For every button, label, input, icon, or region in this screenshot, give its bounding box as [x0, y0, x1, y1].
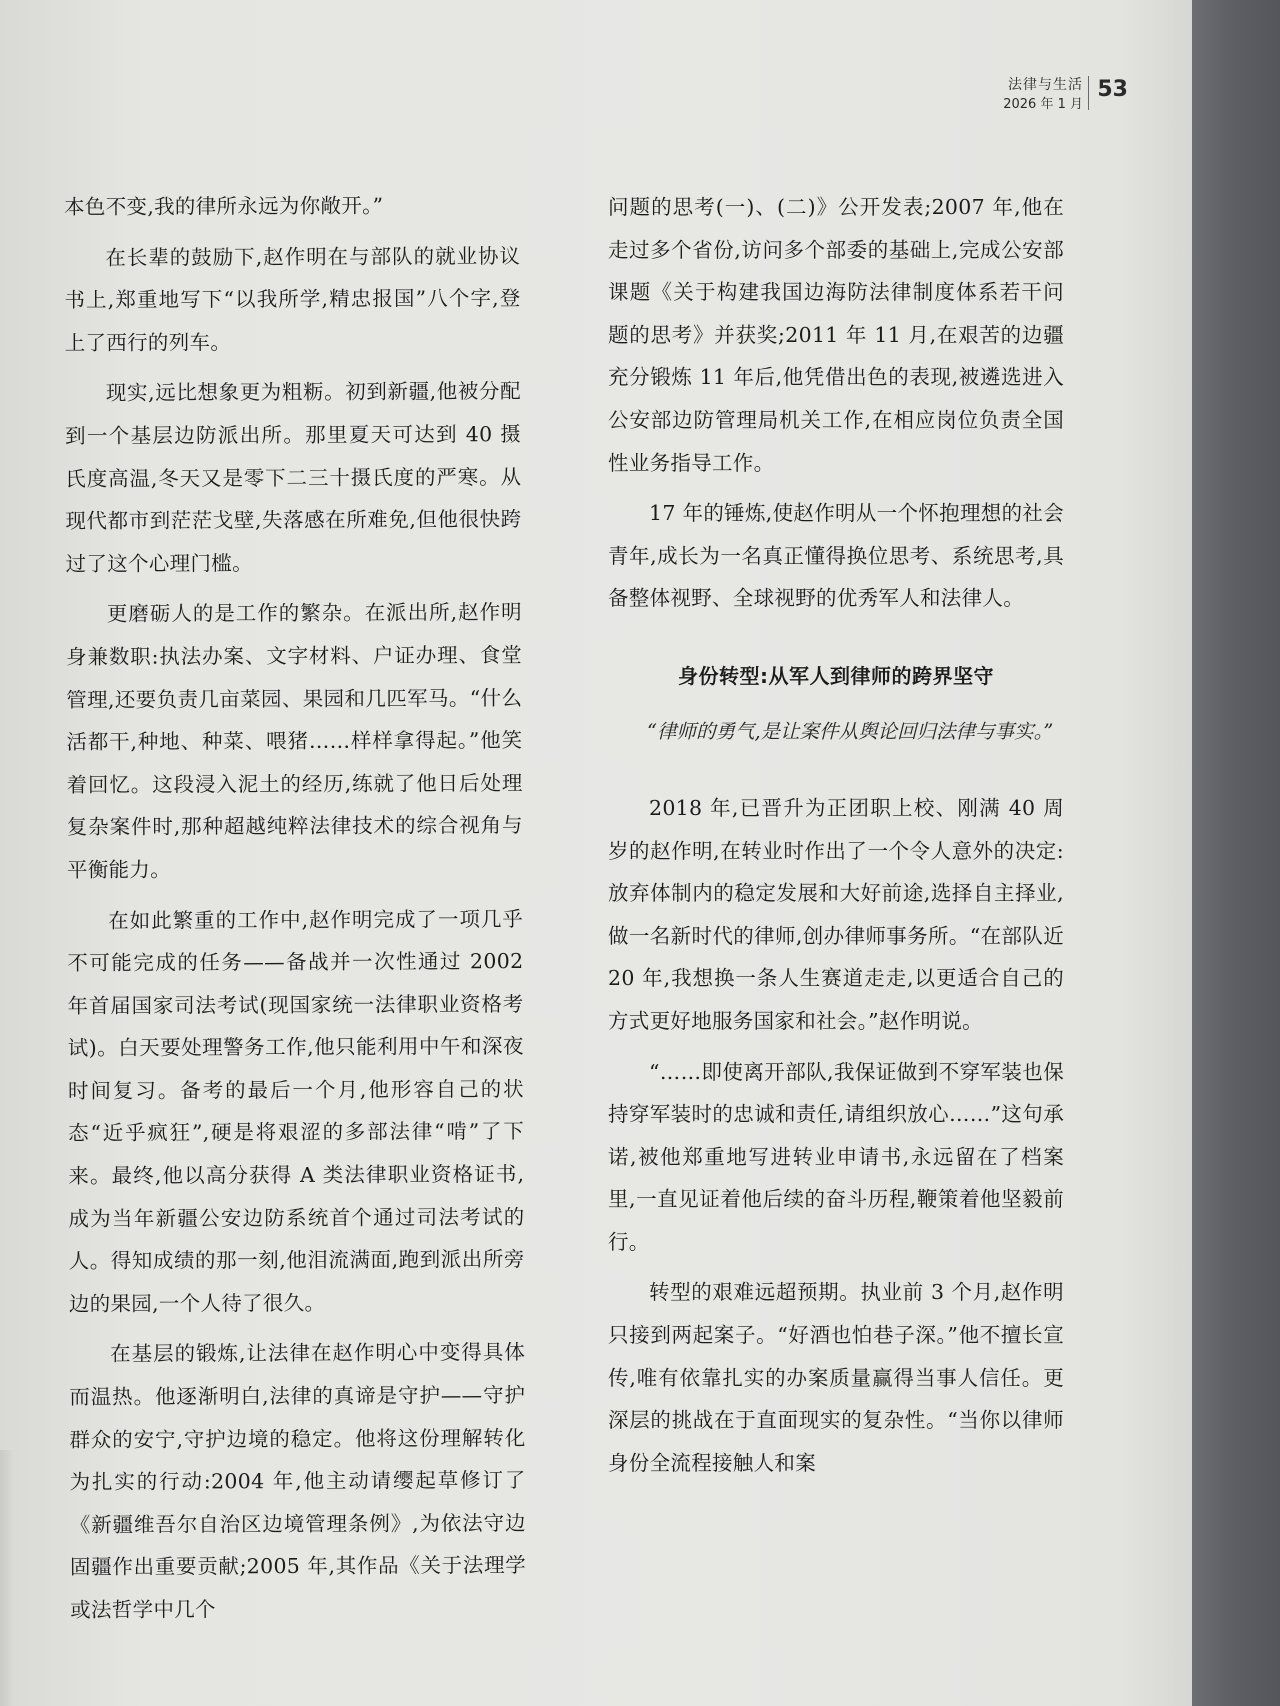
paragraph: 问题的思考(一)、(二)》公开发表;2007 年,他在走过多个省份,访问多个部委的基础上,完成公安部课题《关于构建我国边海防法律制度体系若干问题的思考》并获奖;2011 年 11 月,在艰苦的边疆充分锻炼 11 年后,他凭借出色的表现,被遴选进入公安部边防管理局机关工作,在相应岗位负责全国性业务指导工作。: [608, 195, 1064, 475]
left-column: [64, 184, 526, 1632]
paragraph: 本色不变,我的律所永远为你敞开。”: [64, 193, 384, 219]
page-number: 53: [1097, 77, 1128, 102]
paragraph: 在长辈的鼓励下,赵作明在与部队的就业协议书上,郑重地写下“以我所学,精忠报国”八个字,登上了西行的列车。: [64, 243, 521, 355]
paragraph: “……即使离开部队,我保证做到不穿军装也保持穿军装时的忠诚和责任,请组织放心……”这句承诺,被他郑重地写进转业申请书,永远留在了档案里,一直见证着他后续的奋斗历程,鞭策着他坚毅前行。: [608, 1059, 1064, 1254]
paragraph: 转型的艰难远超预期。执业前 3 个月,赵作明只接到两起案子。“好酒也怕巷子深。”他不擅长宣传,唯有依靠扎实的办案质量赢得当事人信任。更深层的挑战在于直面现实的复杂性。“当你以律师身份全流程接触人和案: [608, 1280, 1064, 1475]
magazine-title: 法律与生活: [1008, 77, 1083, 93]
running-header: [990, 74, 1140, 114]
paragraph: 在如此繁重的工作中,赵作明完成了一项几乎不可能完成的任务——备战并一次性通过 2002 年首届国家司法考试(现国家统一法律职业资格考试)。白天要处理警务工作,他只能利用中午和深夜时间复习。备考的最后一个月,他形容自己的状态“近乎疯狂”,硬是将艰涩的多部法律“啃”了下来。最终,他以高分获得 A 类法律职业资格证书,成为当年新疆公安边防系统首个通过司法考试的人。得知成绩的那一刻,他泪流满面,跑到派出所旁边的果园,一个人待了很久。: [67, 906, 525, 1316]
facing-page-edge: [0, 1450, 14, 1706]
background-surface: [1192, 0, 1280, 1706]
paragraph: 更磨砺人的是工作的繁杂。在派出所,赵作明身兼数职:执法办案、文字材料、户证办理、食堂管理,还要负责几亩菜园、果园和几匹军马。“什么活都干,种地、种菜、喂猪……样样拿得起。”他笑着回忆。这段浸入泥土的经历,练就了他日后处理复杂案件时,那种超越纯粹法律技术的综合视角与平衡能力。: [66, 600, 523, 882]
right-column: [608, 186, 1064, 1484]
paragraph: 17 年的锤炼,使赵作明从一个怀抱理想的社会青年,成长为一名真正懂得换位思考、系统思考,具备整体视野、全球视野的优秀军人和法律人。: [608, 501, 1064, 611]
paragraph: 2018 年,已晋升为正团职上校、刚满 40 周岁的赵作明,在转业时作出了一个令人意外的决定:放弃体制内的稳定发展和大好前途,选择自主择业,做一名新时代的律师,创办律师事务所。“在部队近 20 年,我想换一条人生赛道走走,以更适合自己的方式更好地服务国家和社会。”赵作明说。: [608, 795, 1064, 1033]
paragraph: 现实,远比想象更为粗粝。初到新疆,他被分配到一个基层边防派出所。那里夏天可达到 40 摄氏度高温,冬天又是零下二三十摄氏度的严寒。从现代都市到茫茫戈壁,失落感在所难免,但他很快跨过了这个心理门槛。: [65, 379, 522, 576]
header-divider: [1088, 76, 1089, 110]
paragraph: 在基层的锻炼,让法律在赵作明心中变得具体而温热。他逐渐明白,法律的真谛是守护——守护群众的安宁,守护边境的稳定。他将这份理解转化为扎实的行动:2004 年,他主动请缨起草修订了《新疆维吾尔自治区边境管理条例》,为依法守边固疆作出重要贡献;2005 年,其作品《关于法理学或法哲学中几个: [69, 1340, 527, 1622]
pull-quote: “律师的勇气,是让案件从舆论回归法律与事实。”: [647, 719, 1054, 743]
issue-date: 2026 年 1 月: [1003, 97, 1083, 112]
section-heading: 身份转型:从军人到律师的跨界坚守: [678, 663, 994, 688]
